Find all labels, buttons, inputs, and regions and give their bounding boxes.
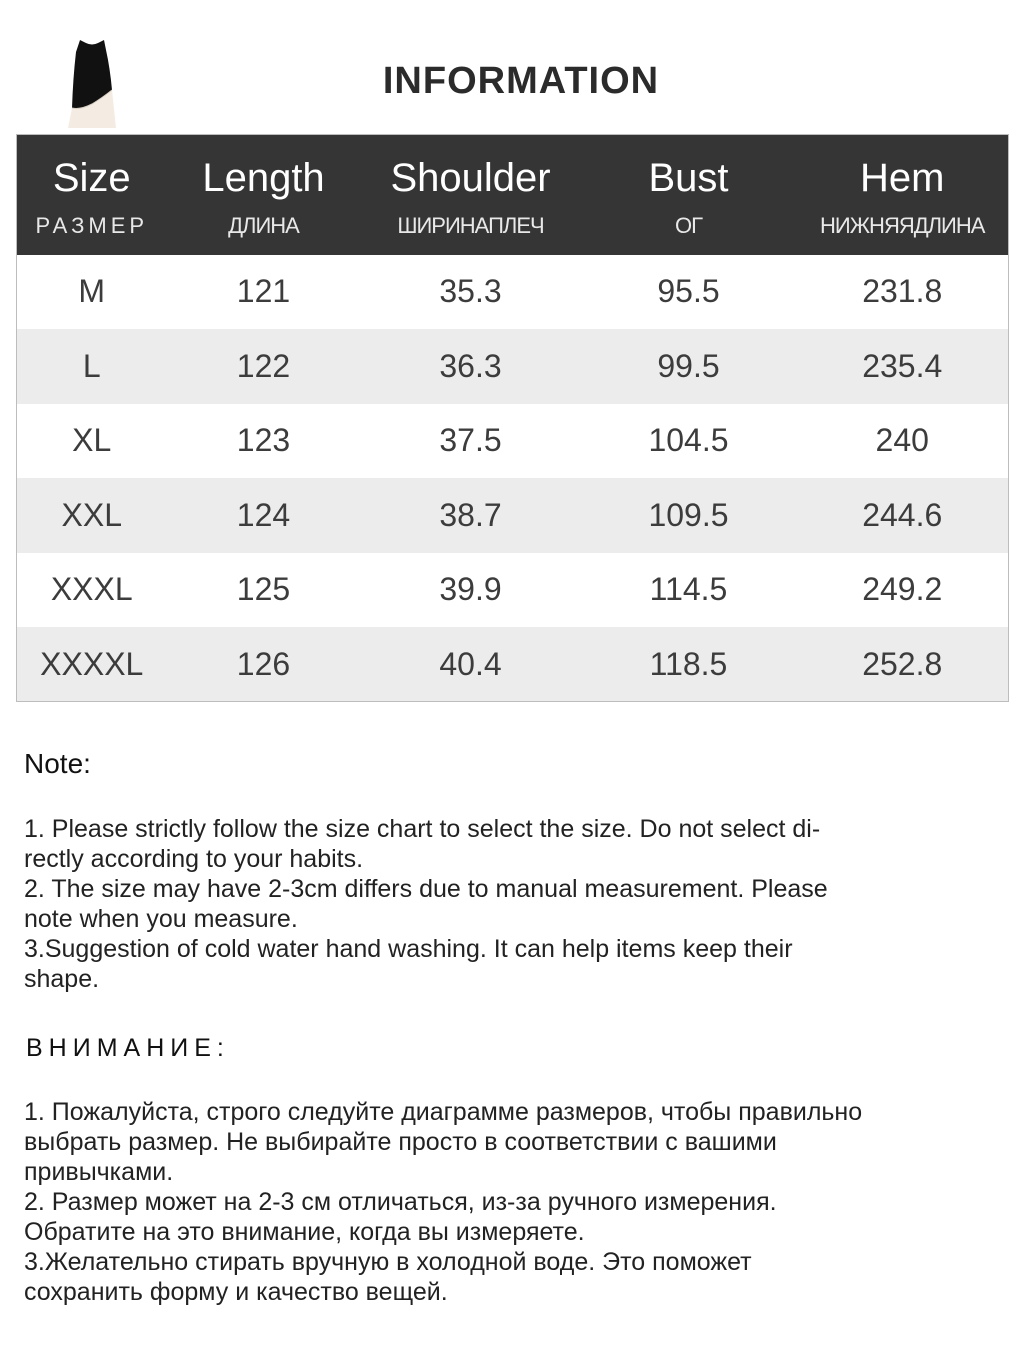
cell-length: 124 (236, 496, 291, 533)
note-line: сохранить форму и качество вещей. (24, 1278, 448, 1306)
header-shoulder: Shoulder ШИРИНАПЛЕЧ (390, 155, 551, 238)
cell-length: 121 (236, 273, 291, 310)
note-line: 3.Желательно стирать вручную в холодной воде. Это поможет (24, 1248, 752, 1276)
header-size: Size РАЗМЕР (35, 155, 149, 238)
cell-size: XXXL (50, 571, 133, 608)
cell-size: XXL (61, 496, 122, 533)
cell-shoulder: 35.3 (439, 273, 502, 310)
header-bust: Bust ОГ (648, 155, 729, 238)
note-line: 2. Размер может на 2-3 см отличаться, из-за ручного измерения. (24, 1188, 777, 1216)
cell-bust: 114.5 (649, 571, 728, 608)
cell-length: 125 (236, 571, 291, 608)
cell-hem: 244.6 (862, 496, 943, 533)
note-line: привычками. (24, 1158, 174, 1186)
cell-bust: 109.5 (648, 496, 729, 533)
cell-hem: 252.8 (862, 645, 943, 682)
cell-shoulder: 40.4 (439, 645, 502, 682)
note-line: 1. Пожалуйста, строго следуйте диаграмме размеров, чтобы правильно (24, 1098, 863, 1126)
notes-body (24, 1097, 1004, 1307)
cell-size: L (82, 347, 101, 384)
cell-bust: 95.5 (657, 273, 720, 310)
note-line: 2. The size may have 2-3cm differs due to manual measurement. Please (24, 875, 828, 903)
note-line: note when you measure. (24, 905, 298, 933)
cell-size: XXXXL (40, 645, 144, 682)
notes-heading: Note: (24, 748, 91, 779)
cell-length: 126 (236, 645, 291, 682)
note-line: 3.Suggestion of cold water hand washing. It can help items keep their (24, 935, 793, 963)
header-length: Length ДЛИНА (202, 155, 325, 238)
note-line: Обратите на это внимание, когда вы измеряете. (24, 1218, 585, 1246)
table-row (17, 478, 1009, 553)
table-row (17, 255, 1009, 330)
header-hem: Hem НИЖНЯЯДЛИНА (820, 155, 985, 238)
table-row (17, 404, 1009, 479)
cell-shoulder: 37.5 (439, 422, 502, 459)
page-title: INFORMATION (382, 60, 660, 102)
cell-hem: 235.4 (862, 347, 943, 384)
notes-russian (24, 1034, 1004, 1307)
notes-heading: ВНИМАНИЕ: (26, 1034, 230, 1062)
note-line: shape. (24, 965, 100, 993)
note-line: rectly according to your habits. (24, 845, 364, 873)
cell-hem: 231.8 (862, 273, 943, 310)
note-line: 1. Please strictly follow the size chart to select the size. Do not select di- (24, 815, 821, 843)
table-header-row (17, 135, 1009, 255)
cell-shoulder: 39.9 (439, 571, 502, 608)
size-chart-table (16, 134, 1009, 702)
table-row (17, 553, 1009, 628)
table-row (17, 329, 1009, 404)
cell-shoulder: 36.3 (439, 347, 502, 384)
cell-size: XL (72, 422, 112, 459)
table-row (17, 627, 1009, 702)
cell-length: 123 (236, 422, 291, 459)
cell-bust: 104.5 (648, 422, 729, 459)
cell-shoulder: 38.7 (439, 496, 502, 533)
cell-bust: 99.5 (657, 347, 720, 384)
note-line: выбрать размер. Не выбирайте просто в соответствии с вашими (24, 1128, 777, 1156)
cell-hem: 249.2 (862, 571, 943, 608)
cell-size: M (78, 273, 106, 310)
cell-length: 122 (236, 347, 291, 384)
notes-body (24, 814, 1004, 994)
cell-hem: 240 (875, 422, 929, 459)
cell-bust: 118.5 (649, 645, 728, 682)
notes-english (24, 748, 1004, 994)
